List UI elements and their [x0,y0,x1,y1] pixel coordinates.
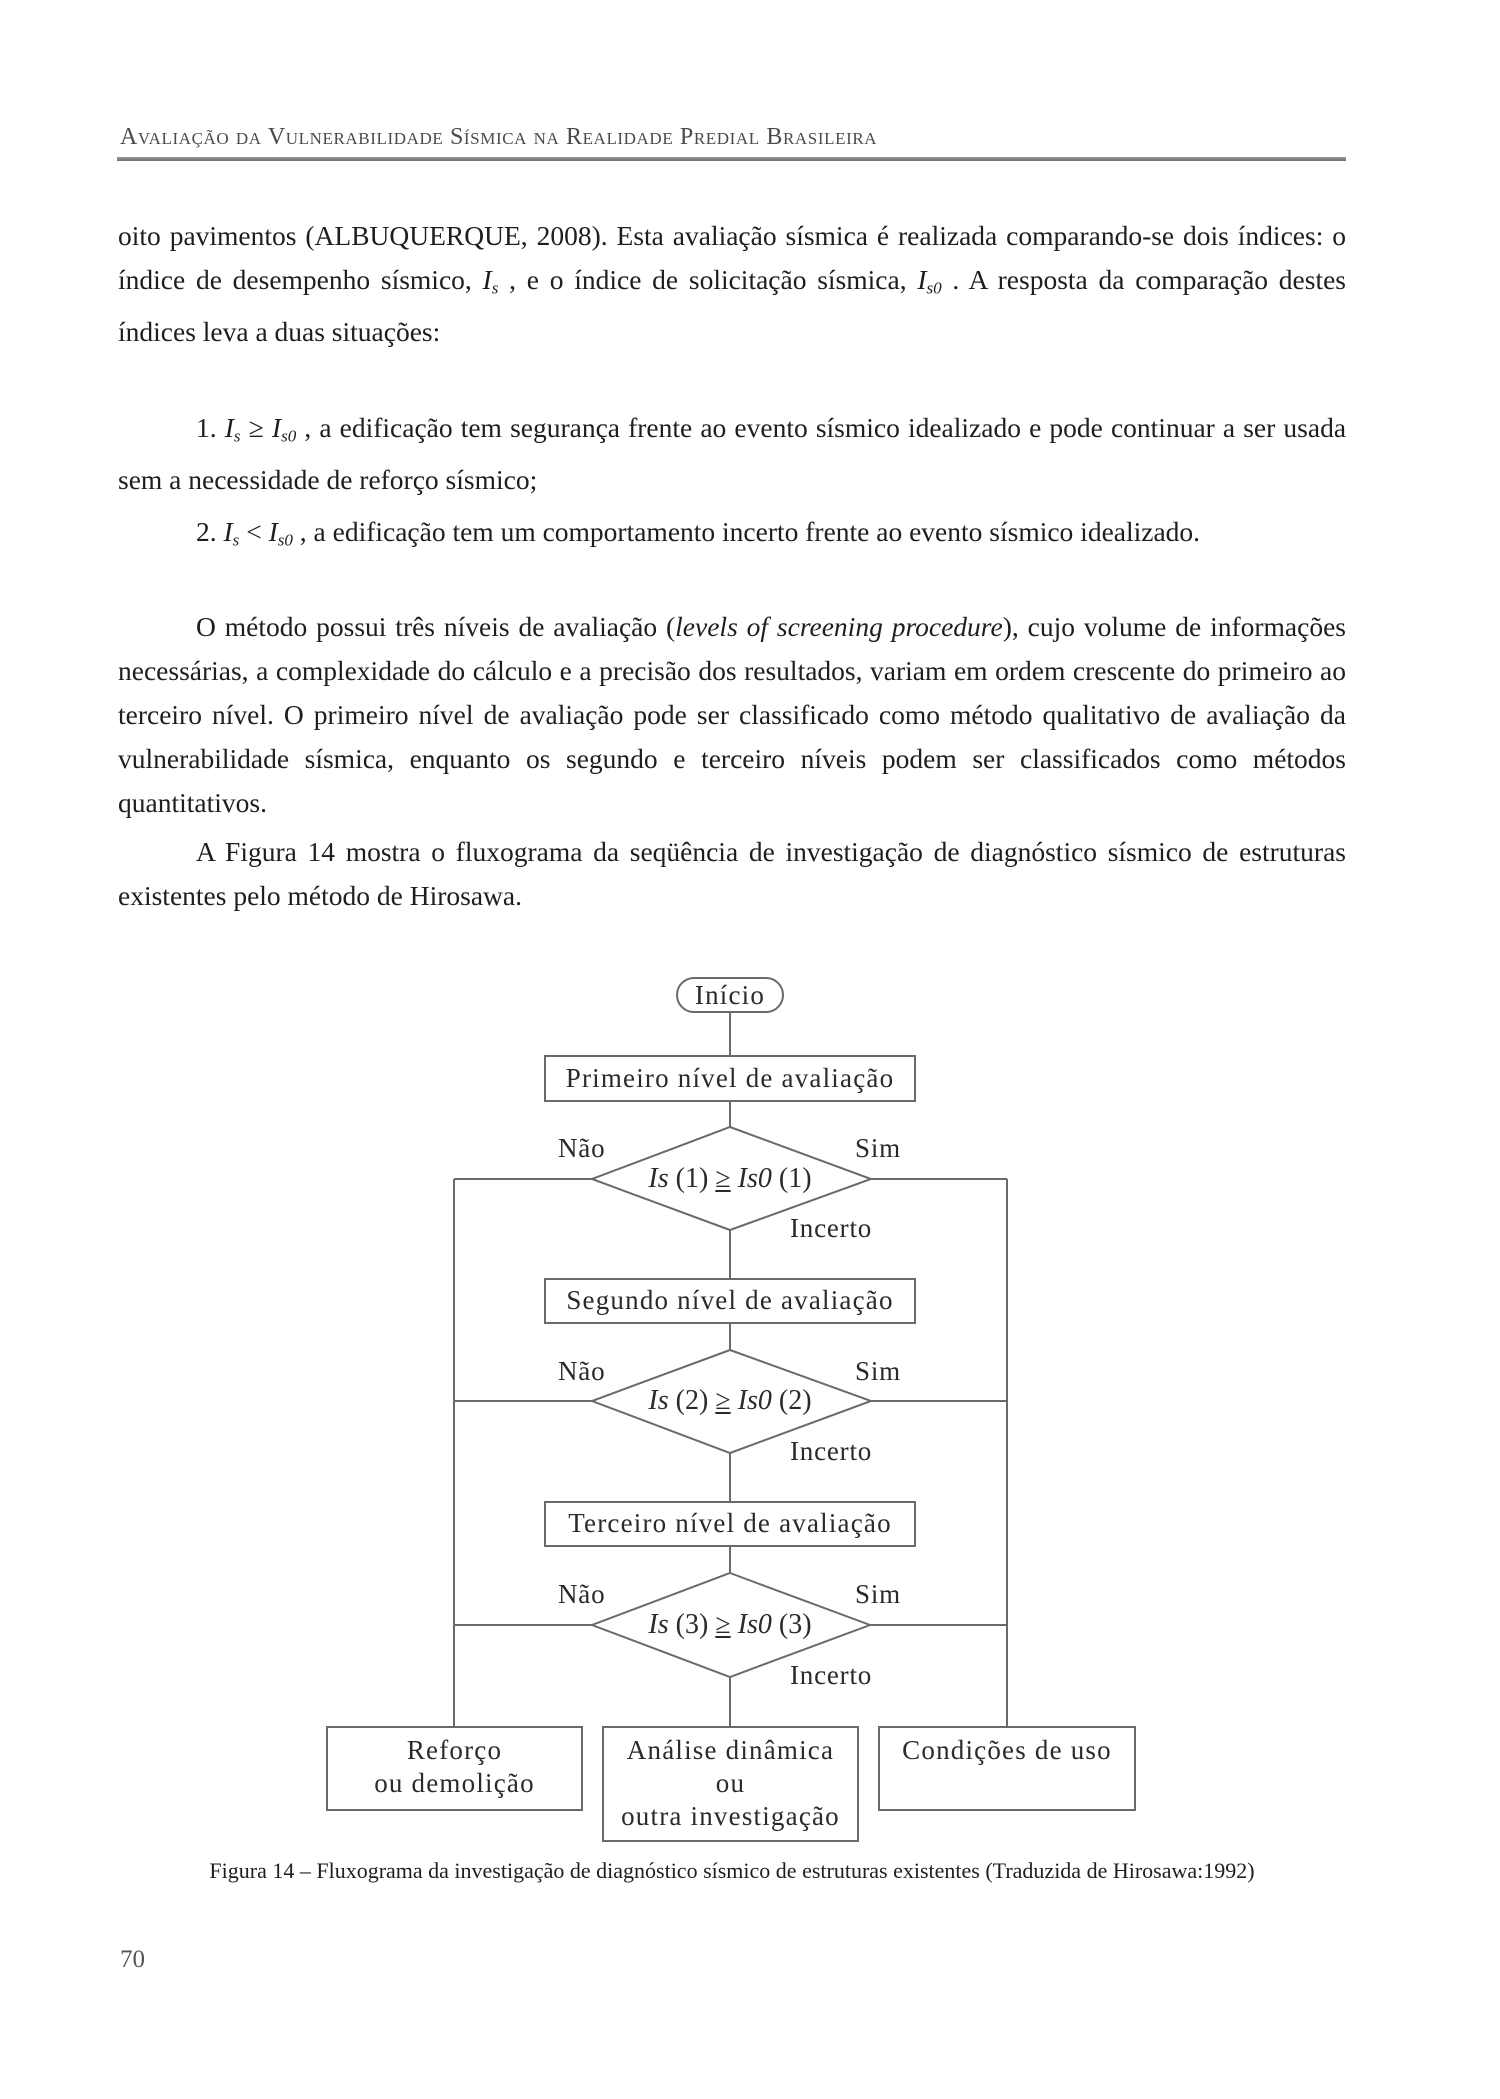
level-1-box: Primeiro nível de avaliação [565,1063,895,1093]
level-2-yes-label: Sim [855,1356,901,1386]
paragraph-2: O método possui três níveis de avaliação (levels of screening procedure), cujo volume de informações necessárias, a complexidade do cálculo e a precisão dos resultados, variam em ordem crescente do primeiro ao terceiro nível. O primeiro nível de avaliação pode ser classificado como método qualitativo de avaliação da vulnerabilidade sísmica, enquanto os segundo e terceiro níveis podem ser classificados como métodos quantitativos. A Figura 14 mostra o fluxograma da seqüência de investigação de diagnóstico sísmico de estruturas existentes pelo método de Hirosawa. [118,605,1346,918]
header-rule [117,157,1346,161]
level-1-no-label: Não [558,1133,606,1163]
paragraph-3: A Figura 14 mostra o fluxograma da seqüência de investigação de diagnóstico sísmico de estruturas existentes pelo método de Hirosawa. [118,836,1346,911]
list-item: 1. $I_s \ge I_{s0}$ , a edificação tem segurança frente ao evento sísmico idealizado e pode continuar a ser usada sem a necessidade de reforço sísmico; [118,412,1347,496]
symbol-is: $I_s$ [482,264,499,298]
level-1-condition: Is (1) ≥ Is0 (1) [648,1163,812,1194]
outcome-use-conditions-box: Condições de uso [902,1735,1112,1765]
page-number: 70 [120,1946,145,1973]
symbol-is0: $I_{s0}$ [917,264,942,298]
outcome-dynamic-analysis-box: Análise dinâmica ou outra investigação [621,1735,840,1831]
paragraph-text: , e o índice de solicitação sísmica, [498,264,918,295]
figure-caption: Figura 14 – Fluxograma da investigação de diagnóstico sísmico de estruturas existentes (Traduzida de Hirosawa:1992) [209,1858,1255,1883]
outcome-reinforce-box: Reforço ou demolição [374,1735,535,1798]
level-3-no-label: Não [558,1579,606,1609]
level-3-yes-label: Sim [855,1579,901,1609]
level-1-uncertain-label: Incerto [790,1213,873,1243]
paragraph-text: oito pavimentos (ALBUQUERQUE, 2008). Esta avaliação sísmica é realizada comparando-se dois índices: o índice de desempenho sísmico, [118,220,1346,295]
paragraph-text: . A resposta da comparação destes índices leva a duas situações: [118,264,1347,348]
level-2-condition: Is (2) ≥ Is0 (2) [648,1385,812,1416]
level-1-yes-label: Sim [855,1133,901,1163]
level-2-box: Segundo nível de avaliação [566,1285,894,1315]
level-3-condition: Is (3) ≥ Is0 (3) [648,1609,812,1640]
level-2-uncertain-label: Incerto [790,1436,873,1466]
italic-term: levels of screening procedure [675,611,1003,642]
level-2-no-label: Não [558,1356,606,1386]
start-node: Início [694,980,766,1010]
list-item: 2. $I_s < I_{s0}$ , a edificação tem um comportamento incerto frente ao evento sísmico idealizado. [196,516,1201,550]
running-head: Avaliação da Vulnerabilidade Sísmica na Realidade Predial Brasileira [120,124,878,150]
level-3-uncertain-label: Incerto [790,1660,873,1690]
paragraph-1 [118,214,1346,354]
condition-list [118,406,1346,563]
level-3-box: Terceiro nível de avaliação [568,1508,892,1538]
